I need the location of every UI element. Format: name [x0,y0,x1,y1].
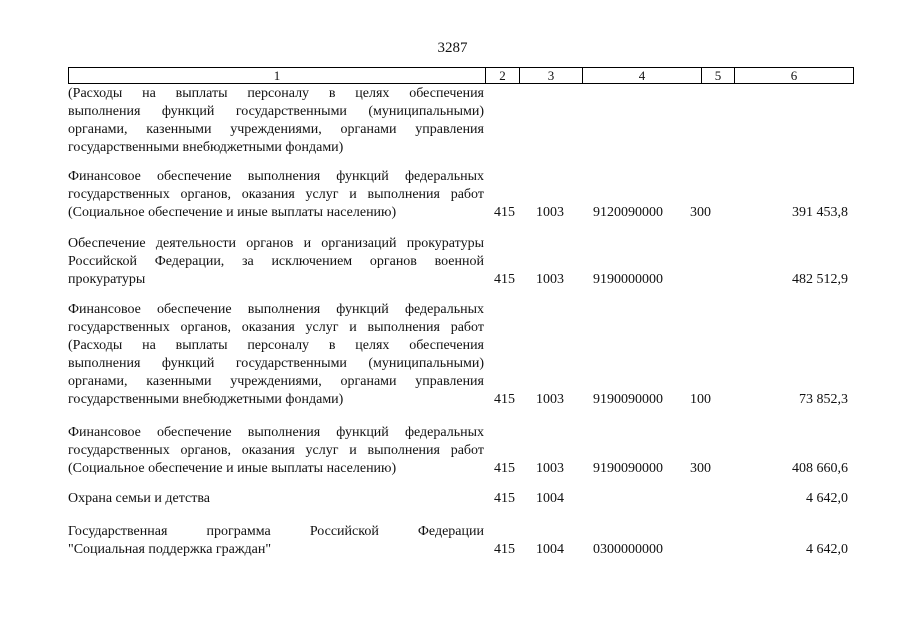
cell-amount: 482 512,9 [792,272,848,287]
cell-amount: 73 852,3 [799,392,848,407]
cell-ministry: 415 [494,392,515,407]
table-row [68,424,848,478]
cell-expense-type: 100 [690,392,711,407]
cell-ministry: 415 [494,272,515,287]
table-row [68,85,848,157]
description-line: Обеспечение деятельности органов и организаций прокуратуры [68,236,484,251]
cell-amount: 4 642,0 [806,542,848,557]
row-description [68,85,484,157]
description-line: государственных органов, оказания услуг и выполнения работ [68,187,484,202]
cell-expense-type: 300 [690,205,711,220]
description-line: (Социальное обеспечение и иные выплаты населению) [68,205,397,220]
cell-section: 1003 [536,461,564,476]
description-line: (Расходы на выплаты персоналу в целях обеспечения [68,338,484,353]
row-description [68,424,484,478]
column-header-4: 4 [583,68,702,84]
description-line: государственных органов, оказания услуг и выполнения работ [68,320,484,335]
description-line: Государственная программа Российской Федерации [68,524,484,539]
table-row [68,168,848,222]
column-header-1: 1 [69,68,486,84]
cell-section: 1003 [536,392,564,407]
description-line: Финансовое обеспечение выполнения функций федеральных [68,169,484,184]
table-row [68,235,848,289]
cell-target-article: 9190000000 [593,272,663,287]
row-description [68,235,484,289]
row-description [68,523,484,559]
row-description [68,301,484,409]
description-line: выполнения функций государственными (муниципальными) [68,104,484,119]
column-header-3: 3 [520,68,583,84]
cell-ministry: 415 [494,491,515,506]
description-line: "Социальная поддержка граждан" [68,542,272,557]
cell-amount: 4 642,0 [806,491,848,506]
row-description [68,490,484,508]
description-line: органами, казенными учреждениями, органами управления [68,122,484,137]
table-row [68,490,848,508]
cell-expense-type: 300 [690,461,711,476]
cell-section: 1004 [536,542,564,557]
cell-ministry: 415 [494,542,515,557]
column-header-5: 5 [702,68,735,84]
description-line: Финансовое обеспечение выполнения функций федеральных [68,425,484,440]
cell-target-article: 0300000000 [593,542,663,557]
cell-section: 1003 [536,205,564,220]
column-header-2: 2 [486,68,520,84]
cell-target-article: 9190090000 [593,392,663,407]
cell-target-article: 9120090000 [593,205,663,220]
description-line: органами, казенными учреждениями, органами управления [68,374,484,389]
description-line: прокуратуры [68,272,146,287]
cell-ministry: 415 [494,461,515,476]
description-line: (Социальное обеспечение и иные выплаты населению) [68,461,397,476]
description-line: Российской Федерации, за исключением органов военной [68,254,484,269]
description-line: (Расходы на выплаты персоналу в целях обеспечения [68,86,484,101]
description-line: Финансовое обеспечение выполнения функций федеральных [68,302,484,317]
description-line: выполнения функций государственными (муниципальными) [68,356,484,371]
cell-section: 1004 [536,491,564,506]
column-header-6: 6 [735,68,854,84]
cell-section: 1003 [536,272,564,287]
row-description [68,168,484,222]
table-row [68,301,848,409]
cell-ministry: 415 [494,205,515,220]
cell-amount: 391 453,8 [792,205,848,220]
description-line: государственных органов, оказания услуг и выполнения работ [68,443,484,458]
description-line: государственными внебюджетными фондами) [68,392,344,407]
cell-target-article: 9190090000 [593,461,663,476]
table-row [68,523,848,559]
cell-amount: 408 660,6 [792,461,848,476]
page-number: 3287 [437,40,468,56]
column-header-row [68,67,854,84]
description-line: государственными внебюджетными фондами) [68,140,344,155]
description-line: Охрана семьи и детства [68,491,210,506]
